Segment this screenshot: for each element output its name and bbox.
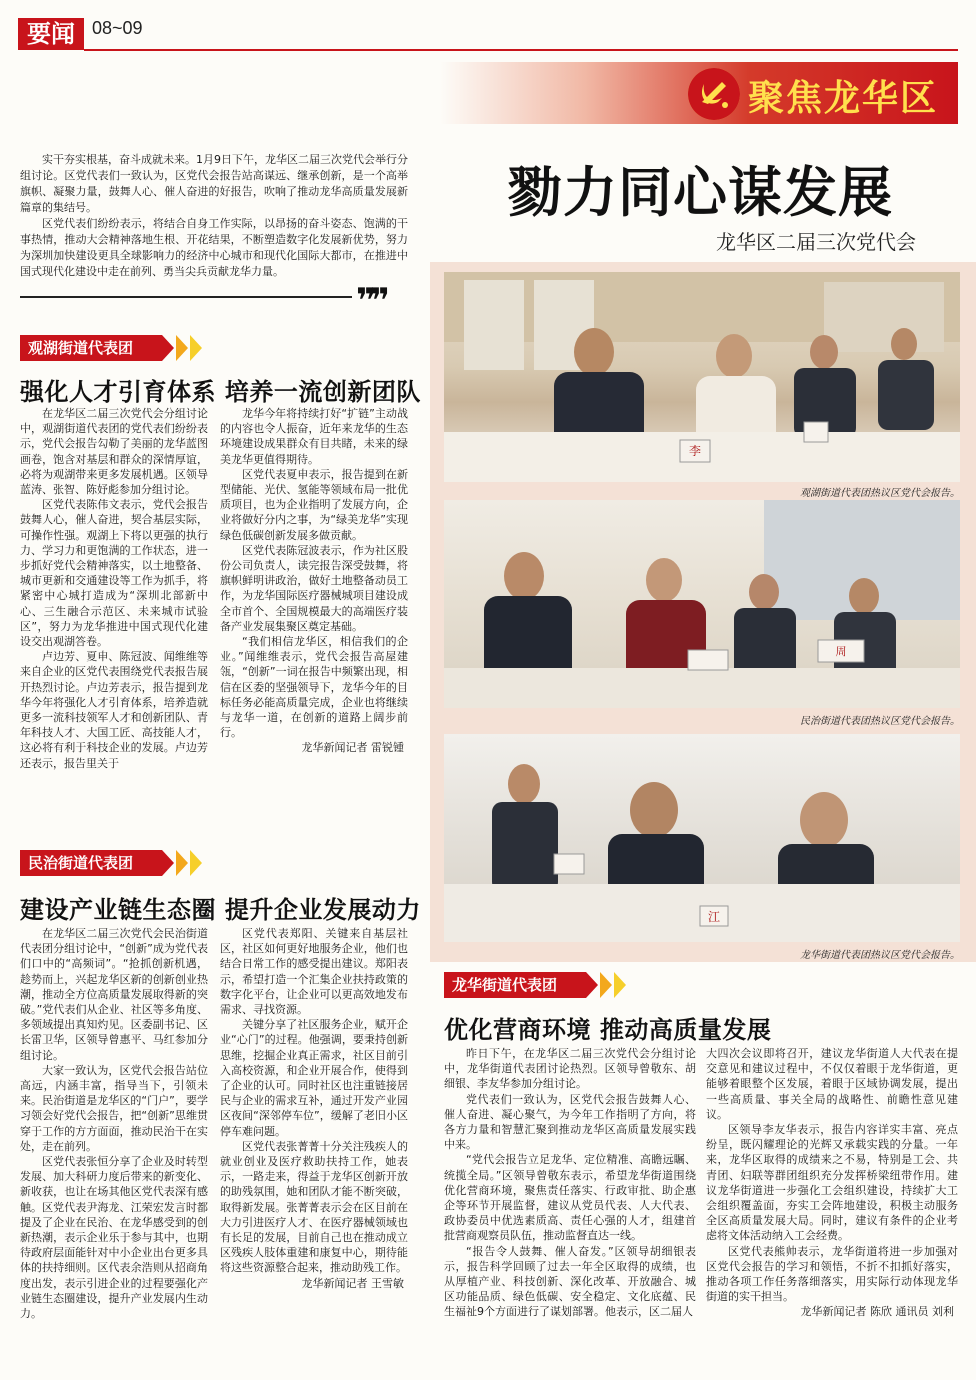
article-column xyxy=(706,1046,958,1320)
page-title: 勠力同心谋发展 xyxy=(508,160,893,224)
photo-caption: 龙华街道代表团热议区党代会报告。 xyxy=(800,950,960,961)
nameplate: 江 xyxy=(707,910,720,924)
article-paragraph: “我们相信龙华区，相信我们的企业。”闻维维表示，党代会报告高屋建瓴，“创新”一词在报告中频繁出现，相信在区委的坚强领导下，龙华今年的目标任务必能高质量完成，企业也将继续与龙华一道，在创新的道路上阔步前行。 xyxy=(220,635,408,740)
intro-rule xyxy=(20,296,352,298)
meeting-photo-2 xyxy=(444,500,960,708)
article-column xyxy=(20,926,208,1321)
article-paragraph: 区党代表夏申表示，报告提到在新型储能、光伏、氢能等领域布局一批优质项目，也为企业指明了发展方向，企业将做好分内之事，为“绿美龙华”实现绿色低碳创新发展多做贡献。 xyxy=(220,467,408,542)
byline: 龙华新闻记者 雷锐锺 xyxy=(301,741,404,755)
byline: 龙华新闻记者 陈欣 通讯员 刘利 xyxy=(800,1305,954,1319)
article-paragraph: 昨日下午，在龙华区二届三次党代会分组讨论中，龙华街道代表团讨论热烈。区领导曾敬东、胡细银、李友华参加分组讨论。 xyxy=(444,1047,696,1091)
intro-paragraph: 区党代表们纷纷表示，将结合自身工作实际，以昂扬的奋斗姿态、饱满的干事热情，推动大会精神落地生根、开花结果，不断塑造数字化发展新优势，努力为深圳加快建设更具全球影响力的经济中心城市和现代化国际大都市，在推进中国式现代化建设中走在前列、勇当尖兵贡献龙华力量。 xyxy=(20,217,408,278)
section-tag: 要闻 xyxy=(18,18,84,50)
article-column xyxy=(444,1046,696,1320)
article-paragraph: “报告令人鼓舞、催人奋发。”区领导胡细银表示，报告科学回顾了过去一年全区取得的成绩，也从厚植产业、科技创新、深化改革、开放融合、城区功能品质、绿色低碳、安全稳定、文化底蕴、民生福祉9个方面进行了谋划部署。他表示，区二届人 xyxy=(444,1244,696,1319)
nameplate: 李 xyxy=(688,444,701,458)
article-paragraph: 党代表们一致认为，区党代会报告鼓舞人心、催人奋进、凝心聚气，为今年工作指明了方向，将各方力量和智慧汇聚到推动龙华区高质量发展实践中来。 xyxy=(444,1092,696,1152)
nameplate: 周 xyxy=(835,645,847,658)
article-paragraph: 区领导李友华表示，报告内容详实丰富、亮点纷呈，既闪耀理论的光辉又承载实践的分量。一年来，龙华区取得的成绩来之不易，特别是工会、共青团、妇联等群团组织充分发挥桥梁纽带作用。建议龙华街道进一步强化工会组织建设，持续扩大工会组织覆盖面，夯实工会阵地建设，积极主动服务全区高质量发展大局。同时，建议有条件的企业考虑将文体活动纳入工会经费。 xyxy=(706,1123,958,1243)
intro-text xyxy=(20,152,408,280)
page-number: 08~09 xyxy=(92,18,143,38)
article-paragraph: “党代会报告立足龙华、定位精准、高瞻远瞩、统揽全局。”区领导曾敬东表示，希望龙华街道围绕优化营商环境，聚焦责任落实、行政审批、助企惠企等环节开展监督，建议从党员代表、人大代表、政协委员中优选素质高、责任心强的人才，组建首批营商观察员队伍，推动监督直达一线。 xyxy=(444,1153,696,1243)
article-column xyxy=(220,926,408,1291)
section-tag-label: 龙华街道代表团 xyxy=(452,976,558,994)
photo-caption: 民治街道代表团热议区党代会报告。 xyxy=(800,716,960,727)
byline: 龙华新闻记者 王雪敏 xyxy=(301,1276,404,1290)
article-paragraph: 区党代表陈冠波表示，作为社区股份公司负责人，读完报告深受鼓舞，将旗帜鲜明讲政治，做好土地整备动员工作，为龙华国际医疗器械城项目建设成全市首个、全国规模最大的高端医疗装备产业发展集聚区奠定基础。 xyxy=(220,543,408,633)
article-paragraph: 关键分享了社区服务企业，赋开企业“心门”的过程。他强调，要秉持创新思维，挖掘企业真正需求，社区目前引入高校资源，和企业开展合作，使得到了企业的认可。同时社区也注重链接居民与企业的需求互补，通过开发产业园区夜间“深邻停车位”，缓解了老旧小区停车难问题。 xyxy=(220,1018,408,1138)
article-paragraph: 在龙华区二届三次党代会民治街道代表团分组讨论中，“创新”成为党代表们口中的“高频词”。“抢抓创新机遇，趁势而上，兴起龙华区新的创新创业热潮，推动全方位高质量发展取得新的突破。”党代表们从企业、社区等多角度、多领域提出真知灼见。区委副书记、区长雷卫华，区领导曾惠平、马红参加分组讨论。 xyxy=(20,927,208,1062)
section-tag-minzhi xyxy=(20,850,162,876)
section-tag-label: 观湖街道代表团 xyxy=(28,339,134,357)
article-paragraph: 大四次会议即将召开，建议龙华街道人大代表在提交意见和建议过程中，不仅仅着眼于龙华街道，更能够着眼整个区发展，着眼于区域协调发展，提出一些高质量、事关全局的战略性、前瞻性意见建议。 xyxy=(706,1047,958,1121)
section-tag-label: 民治街道代表团 xyxy=(28,854,134,872)
party-emblem-icon xyxy=(688,68,740,120)
banner-title: 聚焦龙华区 xyxy=(748,77,939,119)
article-paragraph: 大家一致认为，区党代会报告站位高远，内涵丰富，指导当下，引领未来。民治街道是龙华区的“门户”，要学习领会好党代会报告，把“创新”思维贯穿于工作的方方面面，推动民治干在实处，走在前列。 xyxy=(20,1063,208,1153)
meeting-photo-1 xyxy=(444,272,960,482)
headline-longhua: 优化营商环境 推动高质量发展 xyxy=(444,1015,772,1044)
article-paragraph: 区党代表张菁菁十分关注残疾人的就业创业及医疗救助扶持工作，她表示，一路走来，得益于龙华区创新开放的助残氛围，她和团队才能不断突破，取得新发展。张菁菁表示会在区目前在大力引进医疗人才、在医疗器械领域也有长足的发展，目前自己也在推动成立区残疾人肢体重建和康复中心，期待能将这些资源整合起来，推动助残工作。 xyxy=(220,1139,408,1275)
article-paragraph: 区党代表陈伟文表示，党代会报告鼓舞人心，催人奋进，契合基层实际，可操作性强。观湖上下将以更强的执行力、学习力和更饱满的工作状态，进一步抓好党代会精神落实，以土地整备、城市更新和交通建设等工作为抓手，将紧密中心城打造成为“深圳北部新中心、三生融合示范区、未来城市试验区”，努力为龙华推进中国式现代化建设交出观湖答卷。 xyxy=(20,498,208,649)
article-column xyxy=(220,406,408,756)
headline-guanhu: 强化人才引育体系 培养一流创新团队 xyxy=(20,377,421,406)
header-rule xyxy=(84,49,958,51)
article-paragraph: 区党代表张恒分享了企业及时转型发展、加大科研力度后带来的新变化、新收获，也让在场其他区党代表深有感触。区党代表尹海龙、江荣宏发言时都提及了企业在民治、在龙华感受到的创新热潮，表示企业乐于参与其中，也期待政府层面能针对中小企业出台更多具体的扶持细则。区代表余浩则从招商角度出发，表示引进企业的过程要强化产业链生态圈建设，提升产业发展内生动力。 xyxy=(20,1155,208,1321)
section-tag-guanhu xyxy=(20,335,162,361)
headline-minzhi: 建设产业链生态圈 提升企业发展动力 xyxy=(20,895,421,924)
section-tag-longhua xyxy=(444,972,586,998)
article-paragraph: 区党代表郑阳、关键来自基层社区，社区如何更好地服务企业，他们也结合日常工作的感受提出建议。郑阳表示，希望打造一个汇集企业扶持政策的数字化平台，让企业可以更高效地发布需求、寻找资源。 xyxy=(220,927,408,1017)
quote-mark-icon: ❞❞ xyxy=(356,281,384,321)
article-paragraph: 在龙华区二届三次党代会分组讨论中，观湖街道代表团的党代表们纷纷表示，党代会报告勾勒了美丽的龙华蓝图画卷，饱含对基层和群众的深情厚谊，必将为观湖带来更多发展机遇。区领导蓝涛、张智、陈妤彪参加分组讨论。 xyxy=(20,407,208,497)
article-paragraph: 卢边芳、夏申、陈冠波、闻维维等来自企业的区党代表围绕党代表报告展开热烈讨论。卢边芳表示，报告提到龙华今年将强化人才引育体系，培养造就更多一流科技领军人才和创新团队、青年科技人才、大国工匠、高技能人才，这必将有利于科技企业的发展。卢边芳还表示，报告里关于 xyxy=(20,650,208,770)
article-column xyxy=(20,406,208,771)
photo-caption: 观湖街道代表团热议区党代会报告。 xyxy=(800,488,960,499)
page-subtitle: 龙华区二届三次党代会 xyxy=(716,230,916,254)
article-paragraph: 区党代表熊帅表示，龙华街道将进一步加强对区党代会报告的学习和领悟，不折不扣抓好落实，推动各项工作任务落细落实，用实际行动体现龙华街道的实干担当。 xyxy=(706,1244,958,1304)
meeting-photo-3 xyxy=(444,734,960,942)
article-paragraph: 龙华今年将持续打好“扩链”主动战的内容也令人振奋，近年来龙华的生态环境建设成果群众有目共睹，未来的绿美龙华更值得期待。 xyxy=(220,407,408,466)
intro-paragraph: 实干夯实根基，奋斗成就未来。1月9日下午，龙华区二届三次党代会举行分组讨论。区党代表们一致认为，区党代会报告站高谋远、继承创新，是一个高举旗帜、凝聚力量，鼓舞人心、催人奋进的好报告，吹响了推动龙华高质量发展新篇章的集结号。 xyxy=(20,153,408,214)
